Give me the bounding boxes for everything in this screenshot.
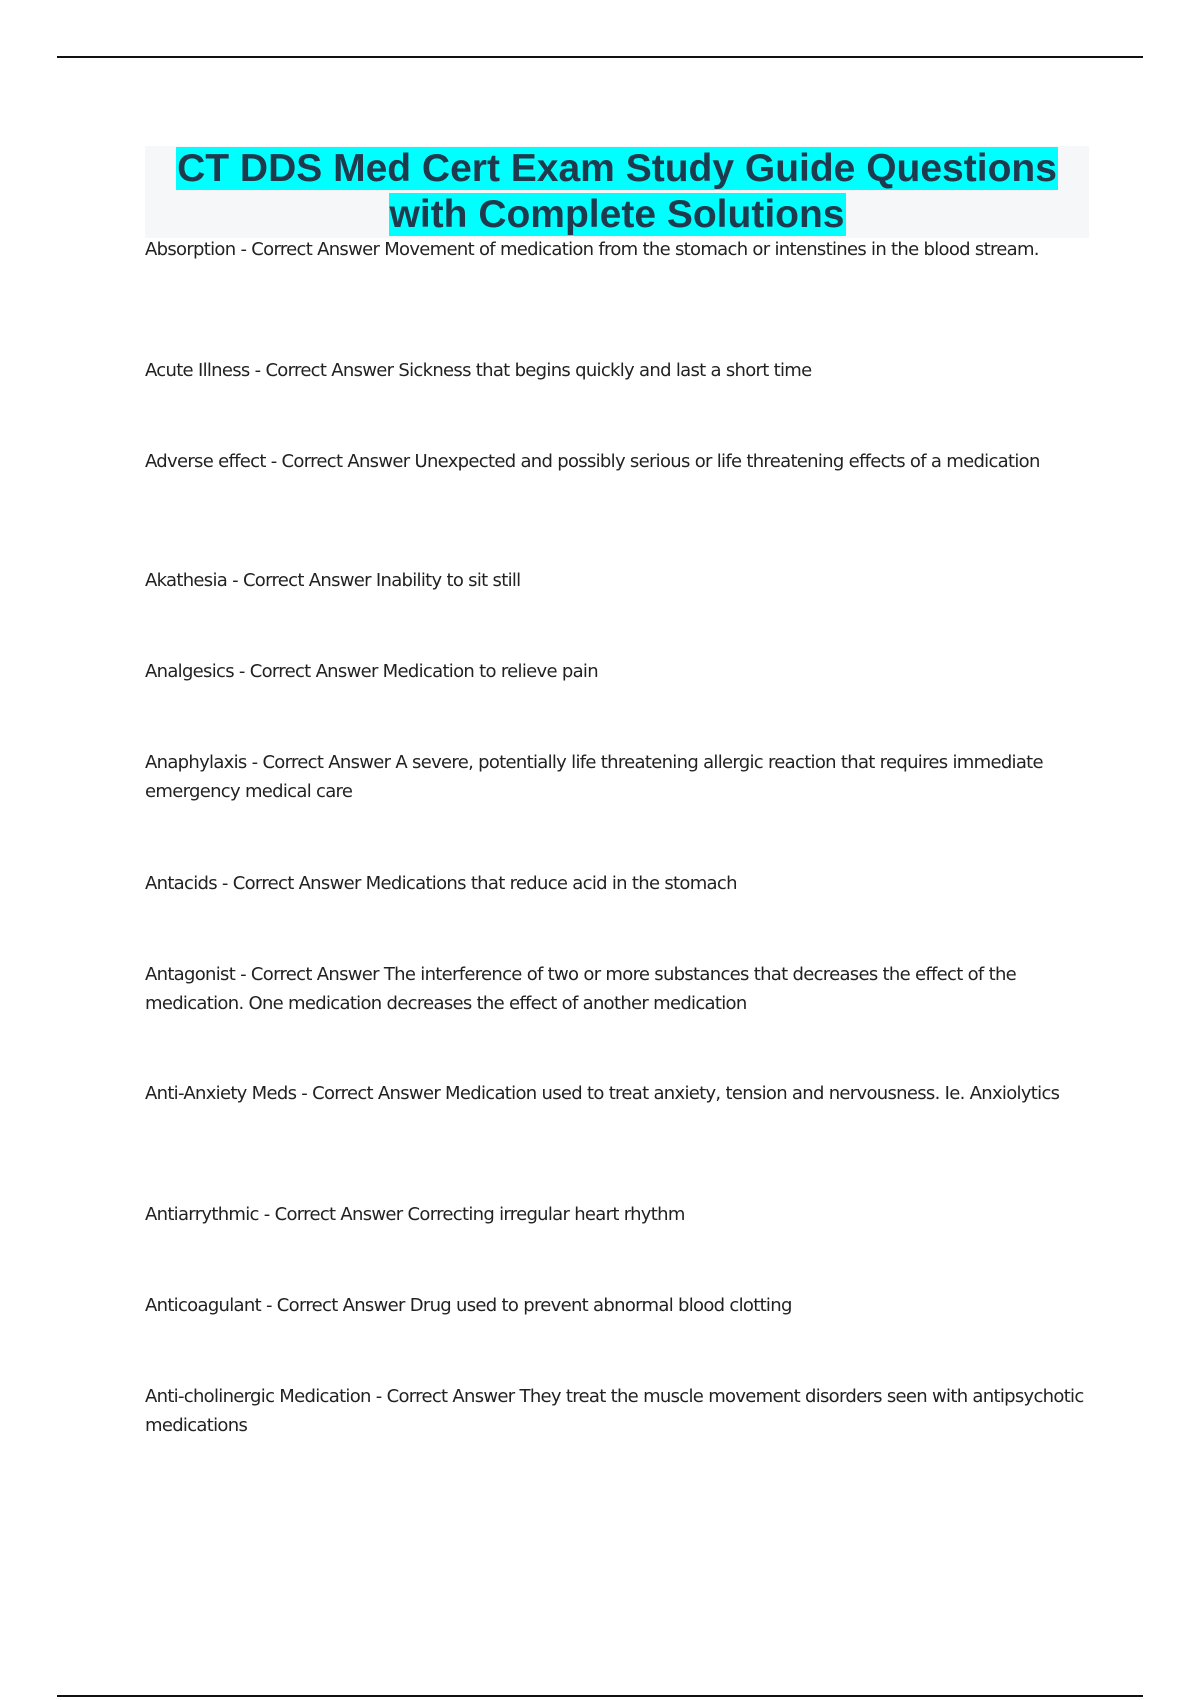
definition-entry-adverse-effect: Adverse effect - Correct Answer Unexpected and possibly serious or life threatening effects of a medication bbox=[145, 451, 1040, 472]
definition-entry-analgesics: Analgesics - Correct Answer Medication to relieve pain bbox=[145, 661, 598, 682]
definition-entry-anaphylaxis: Anaphylaxis - Correct Answer A severe, potentially life threatening allergic reaction that requires immediate emergency medical care bbox=[145, 752, 1043, 802]
definition-entry-antiarrythmic: Antiarrythmic - Correct Answer Correcting irregular heart rhythm bbox=[145, 1204, 685, 1225]
definition-entry-acute-illness: Acute Illness - Correct Answer Sickness that begins quickly and last a short time bbox=[145, 360, 812, 381]
definition-entry-antacids: Antacids - Correct Answer Medications that reduce acid in the stomach bbox=[145, 873, 737, 894]
footer-rule bbox=[57, 1695, 1143, 1697]
title-line-1: CT DDS Med Cert Exam Study Guide Questions bbox=[177, 147, 1057, 190]
definition-entry-absorption: Absorption - Correct Answer Movement of medication from the stomach or intenstines in the blood stream. bbox=[145, 239, 1039, 260]
definition-entry-anticoagulant: Anticoagulant - Correct Answer Drug used to prevent abnormal blood clotting bbox=[145, 1295, 792, 1316]
document-title bbox=[145, 146, 1089, 238]
definition-entry-anti-anxiety: Anti-Anxiety Meds - Correct Answer Medication used to treat anxiety, tension and nervousness. Ie. Anxiolytics bbox=[145, 1083, 1060, 1104]
definition-entry-akathesia: Akathesia - Correct Answer Inability to sit still bbox=[145, 570, 521, 591]
header-rule bbox=[57, 56, 1143, 58]
definition-entry-anti-cholinergic: Anti-cholinergic Medication - Correct Answer They treat the muscle movement disorders seen with antipsychotic medications bbox=[145, 1386, 1084, 1436]
definition-entry-antagonist: Antagonist - Correct Answer The interference of two or more substances that decreases the effect of the medication. One medication decreases the effect of another medication bbox=[145, 964, 1017, 1014]
title-line-2: with Complete Solutions bbox=[389, 193, 845, 236]
